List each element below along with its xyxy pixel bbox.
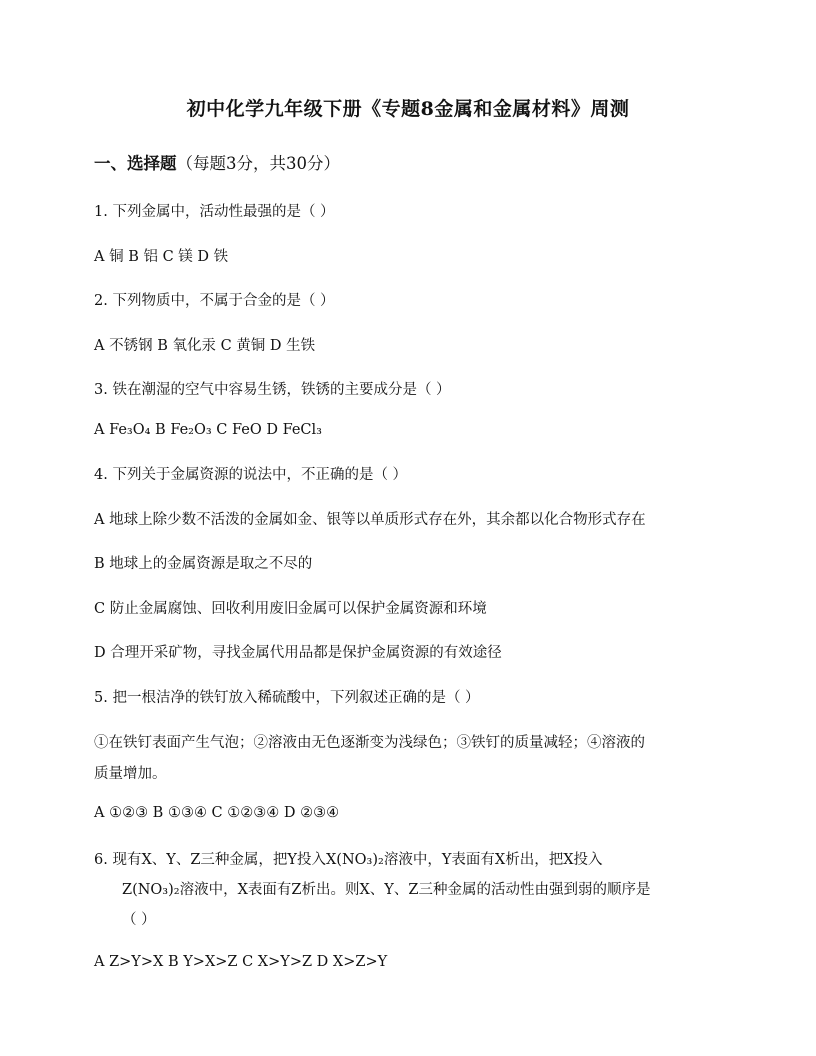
section-note: （每题3分，共30分）	[176, 154, 340, 173]
question-4-option-c: C 防止金属腐蚀、回收利用废旧金属可以保护金属资源和环境	[94, 601, 487, 617]
question-6-stem-line-2: Z(NO₃)₂溶液中，X表面有Z析出。则X、Y、Z三种金属的活动性由强到弱的顺序是	[122, 882, 651, 898]
question-5-statements-line-1: ①在铁钉表面产生气泡；②溶液由无色逐渐变为浅绿色；③铁钉的质量减轻；④溶液的	[94, 735, 645, 751]
question-2-options: A 不锈钢 B 氧化汞 C 黄铜 D 生铁	[94, 338, 316, 354]
question-5-statements-line-2: 质量增加。	[94, 766, 167, 782]
section-title: 一、选择题	[94, 154, 177, 173]
question-6-stem-line-1: 6. 现有X、Y、Z三种金属，把Y投入X(NO₃)₂溶液中，Y表面有X析出，把X投入	[94, 852, 603, 868]
question-5-stem: 5. 把一根洁净的铁钉放入稀硫酸中，下列叙述正确的是（ ）	[94, 690, 480, 706]
section-heading	[94, 150, 340, 174]
question-4-stem: 4. 下列关于金属资源的说法中，不正确的是（ ）	[94, 467, 408, 483]
question-6-options: A Z>Y>X B Y>X>Z C X>Y>Z D X>Z>Y	[94, 954, 388, 970]
question-4-option-d: D 合理开采矿物，寻找金属代用品都是保护金属资源的有效途径	[94, 645, 502, 661]
question-3-options: A Fe₃O₄ B Fe₂O₃ C FeO D FeCl₃	[94, 422, 322, 438]
question-5-options: A ①②③ B ①③④ C ①②③④ D ②③④	[94, 805, 340, 821]
page-title: 初中化学九年级下册《专题8金属和金属材料》周测	[186, 98, 630, 120]
question-6-stem-line-3: （ ）	[122, 912, 156, 928]
question-1-stem: 1. 下列金属中，活动性最强的是（ ）	[94, 204, 335, 220]
question-4-option-a: A 地球上除少数不活泼的金属如金、银等以单质形式存在外，其余都以化合物形式存在	[94, 512, 646, 528]
question-4-option-b: B 地球上的金属资源是取之不尽的	[94, 556, 313, 572]
question-3-stem: 3. 铁在潮湿的空气中容易生锈，铁锈的主要成分是（ ）	[94, 382, 451, 398]
question-1-options: A 铜 B 铝 C 镁 D 铁	[94, 249, 229, 265]
question-2-stem: 2. 下列物质中，不属于合金的是（ ）	[94, 293, 335, 309]
